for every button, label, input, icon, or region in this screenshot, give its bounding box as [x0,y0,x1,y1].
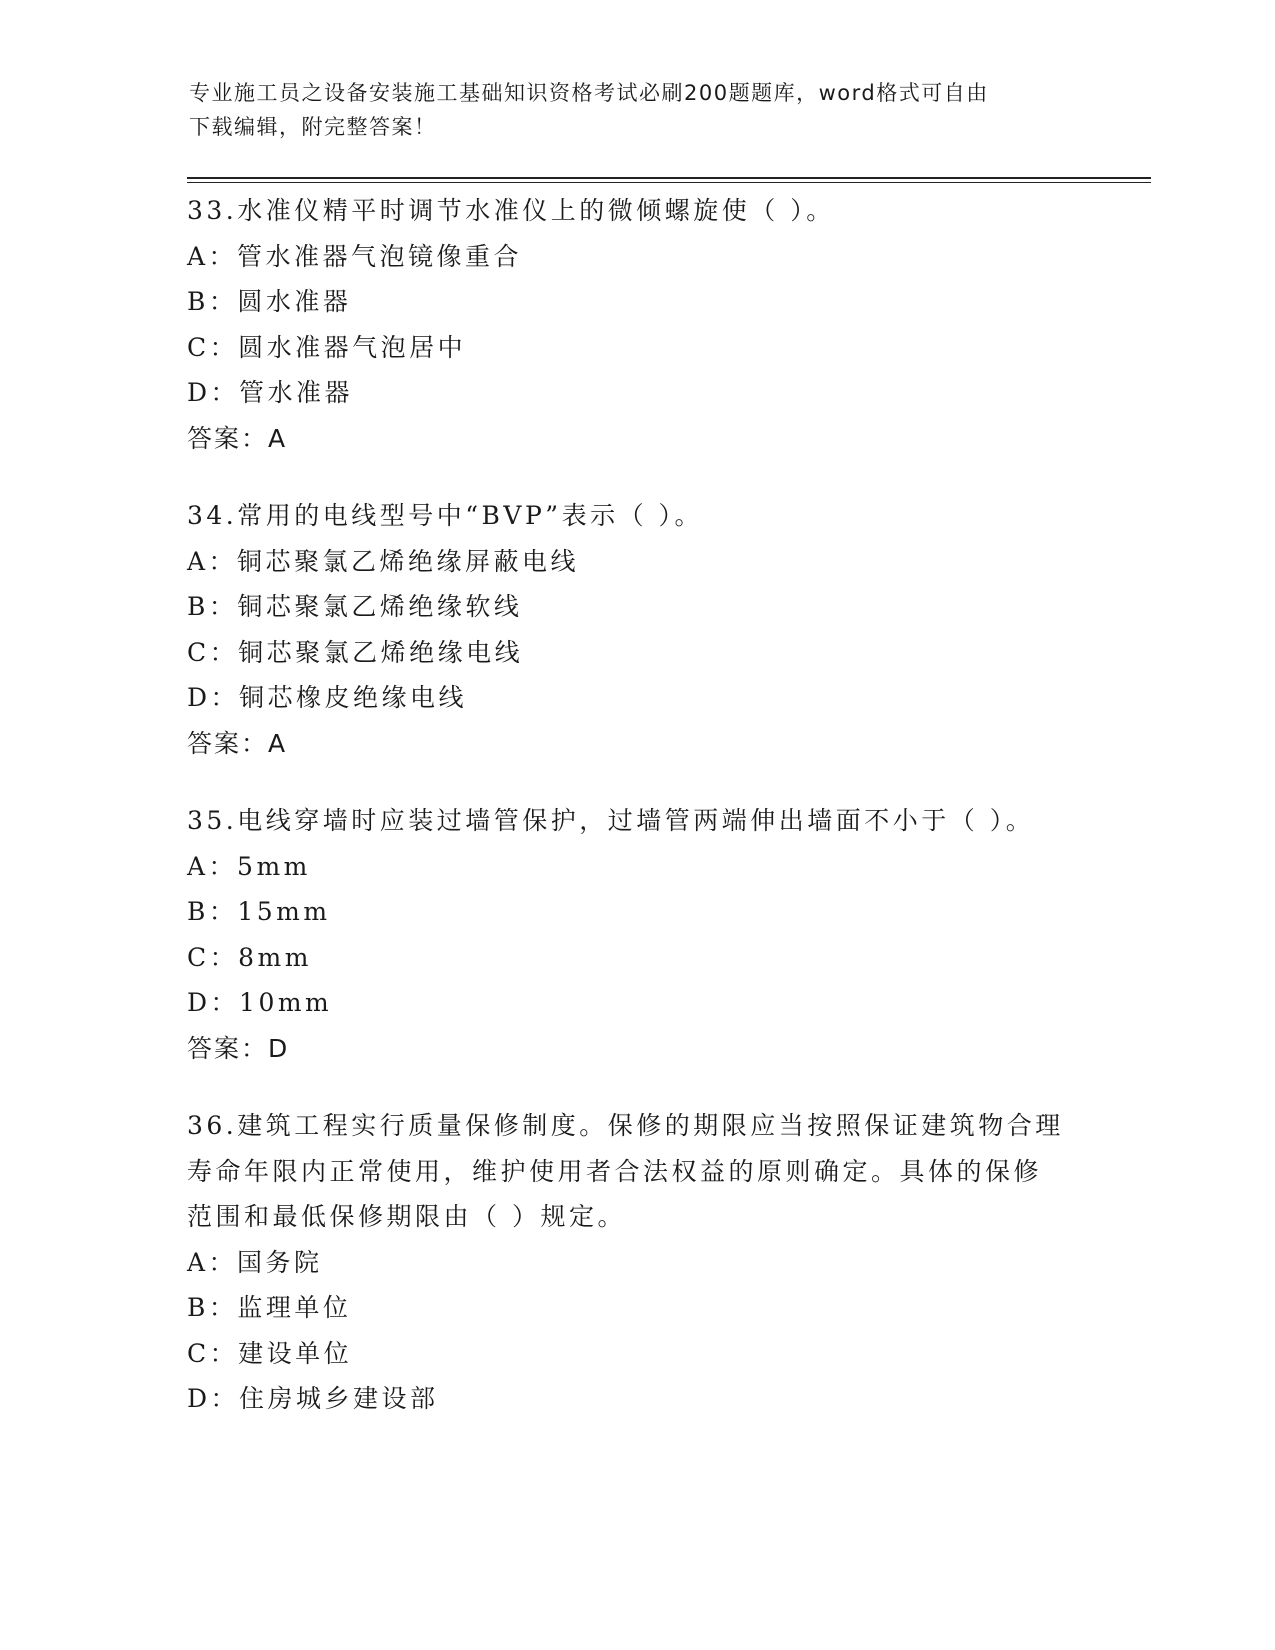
answer-label: 答案：A [187,728,288,758]
option-a: A：管水准器气泡镜像重合 [187,241,523,271]
option-c: C：圆水准器气泡居中 [187,332,467,362]
question-stem: 33.水准仪精平时调节水准仪上的微倾螺旋使（ ）。 [187,196,835,225]
answer-label: 答案：A [187,423,288,453]
question-stem: 34.常用的电线型号中“BVP”表示（ ）。 [187,501,704,530]
option-d: D：10mm [187,988,333,1017]
option-b: B：铜芯聚氯乙烯绝缘软线 [187,592,523,621]
question-34 [187,493,1087,766]
option-b: B：监理单位 [187,1293,352,1322]
question-list [187,188,1087,1454]
option-a: A：铜芯聚氯乙烯绝缘屏蔽电线 [187,546,580,576]
answer-label: 答案：D [187,1033,290,1063]
option-b: B：圆水准器 [187,287,352,316]
question-35 [187,798,1087,1071]
question-36 [187,1103,1087,1422]
document-header [189,76,1089,144]
option-a: A：国务院 [187,1247,323,1277]
option-d: D：管水准器 [187,378,354,407]
option-d: D：铜芯橡皮绝缘电线 [187,683,468,712]
option-d: D：住房城乡建设部 [187,1384,439,1413]
header-divider-thin [187,182,1151,183]
option-a: A：5mm [187,851,311,881]
header-divider-thick [187,177,1151,179]
question-33 [187,188,1087,461]
question-stem: 36.建筑工程实行质量保修制度。保修的期限应当按照保证建筑物合理寿命年限内正常使用，维护使用者合法权益的原则确定。具体的保修范围和最低保修期限由（ ）规定。 [187,1111,1064,1231]
option-c: C：建设单位 [187,1338,353,1368]
question-stem: 35.电线穿墙时应装过墙管保护，过墙管两端伸出墙面不小于（ ）。 [187,806,1035,835]
option-c: C：铜芯聚氯乙烯绝缘电线 [187,637,524,667]
header-line-2: 下载编辑，附完整答案！ [189,115,437,139]
header-line-1: 专业施工员之设备安装施工基础知识资格考试必刷200题题库，word格式可自由 [189,81,989,105]
option-b: B：15mm [187,897,331,926]
option-c: C：8mm [187,942,312,972]
